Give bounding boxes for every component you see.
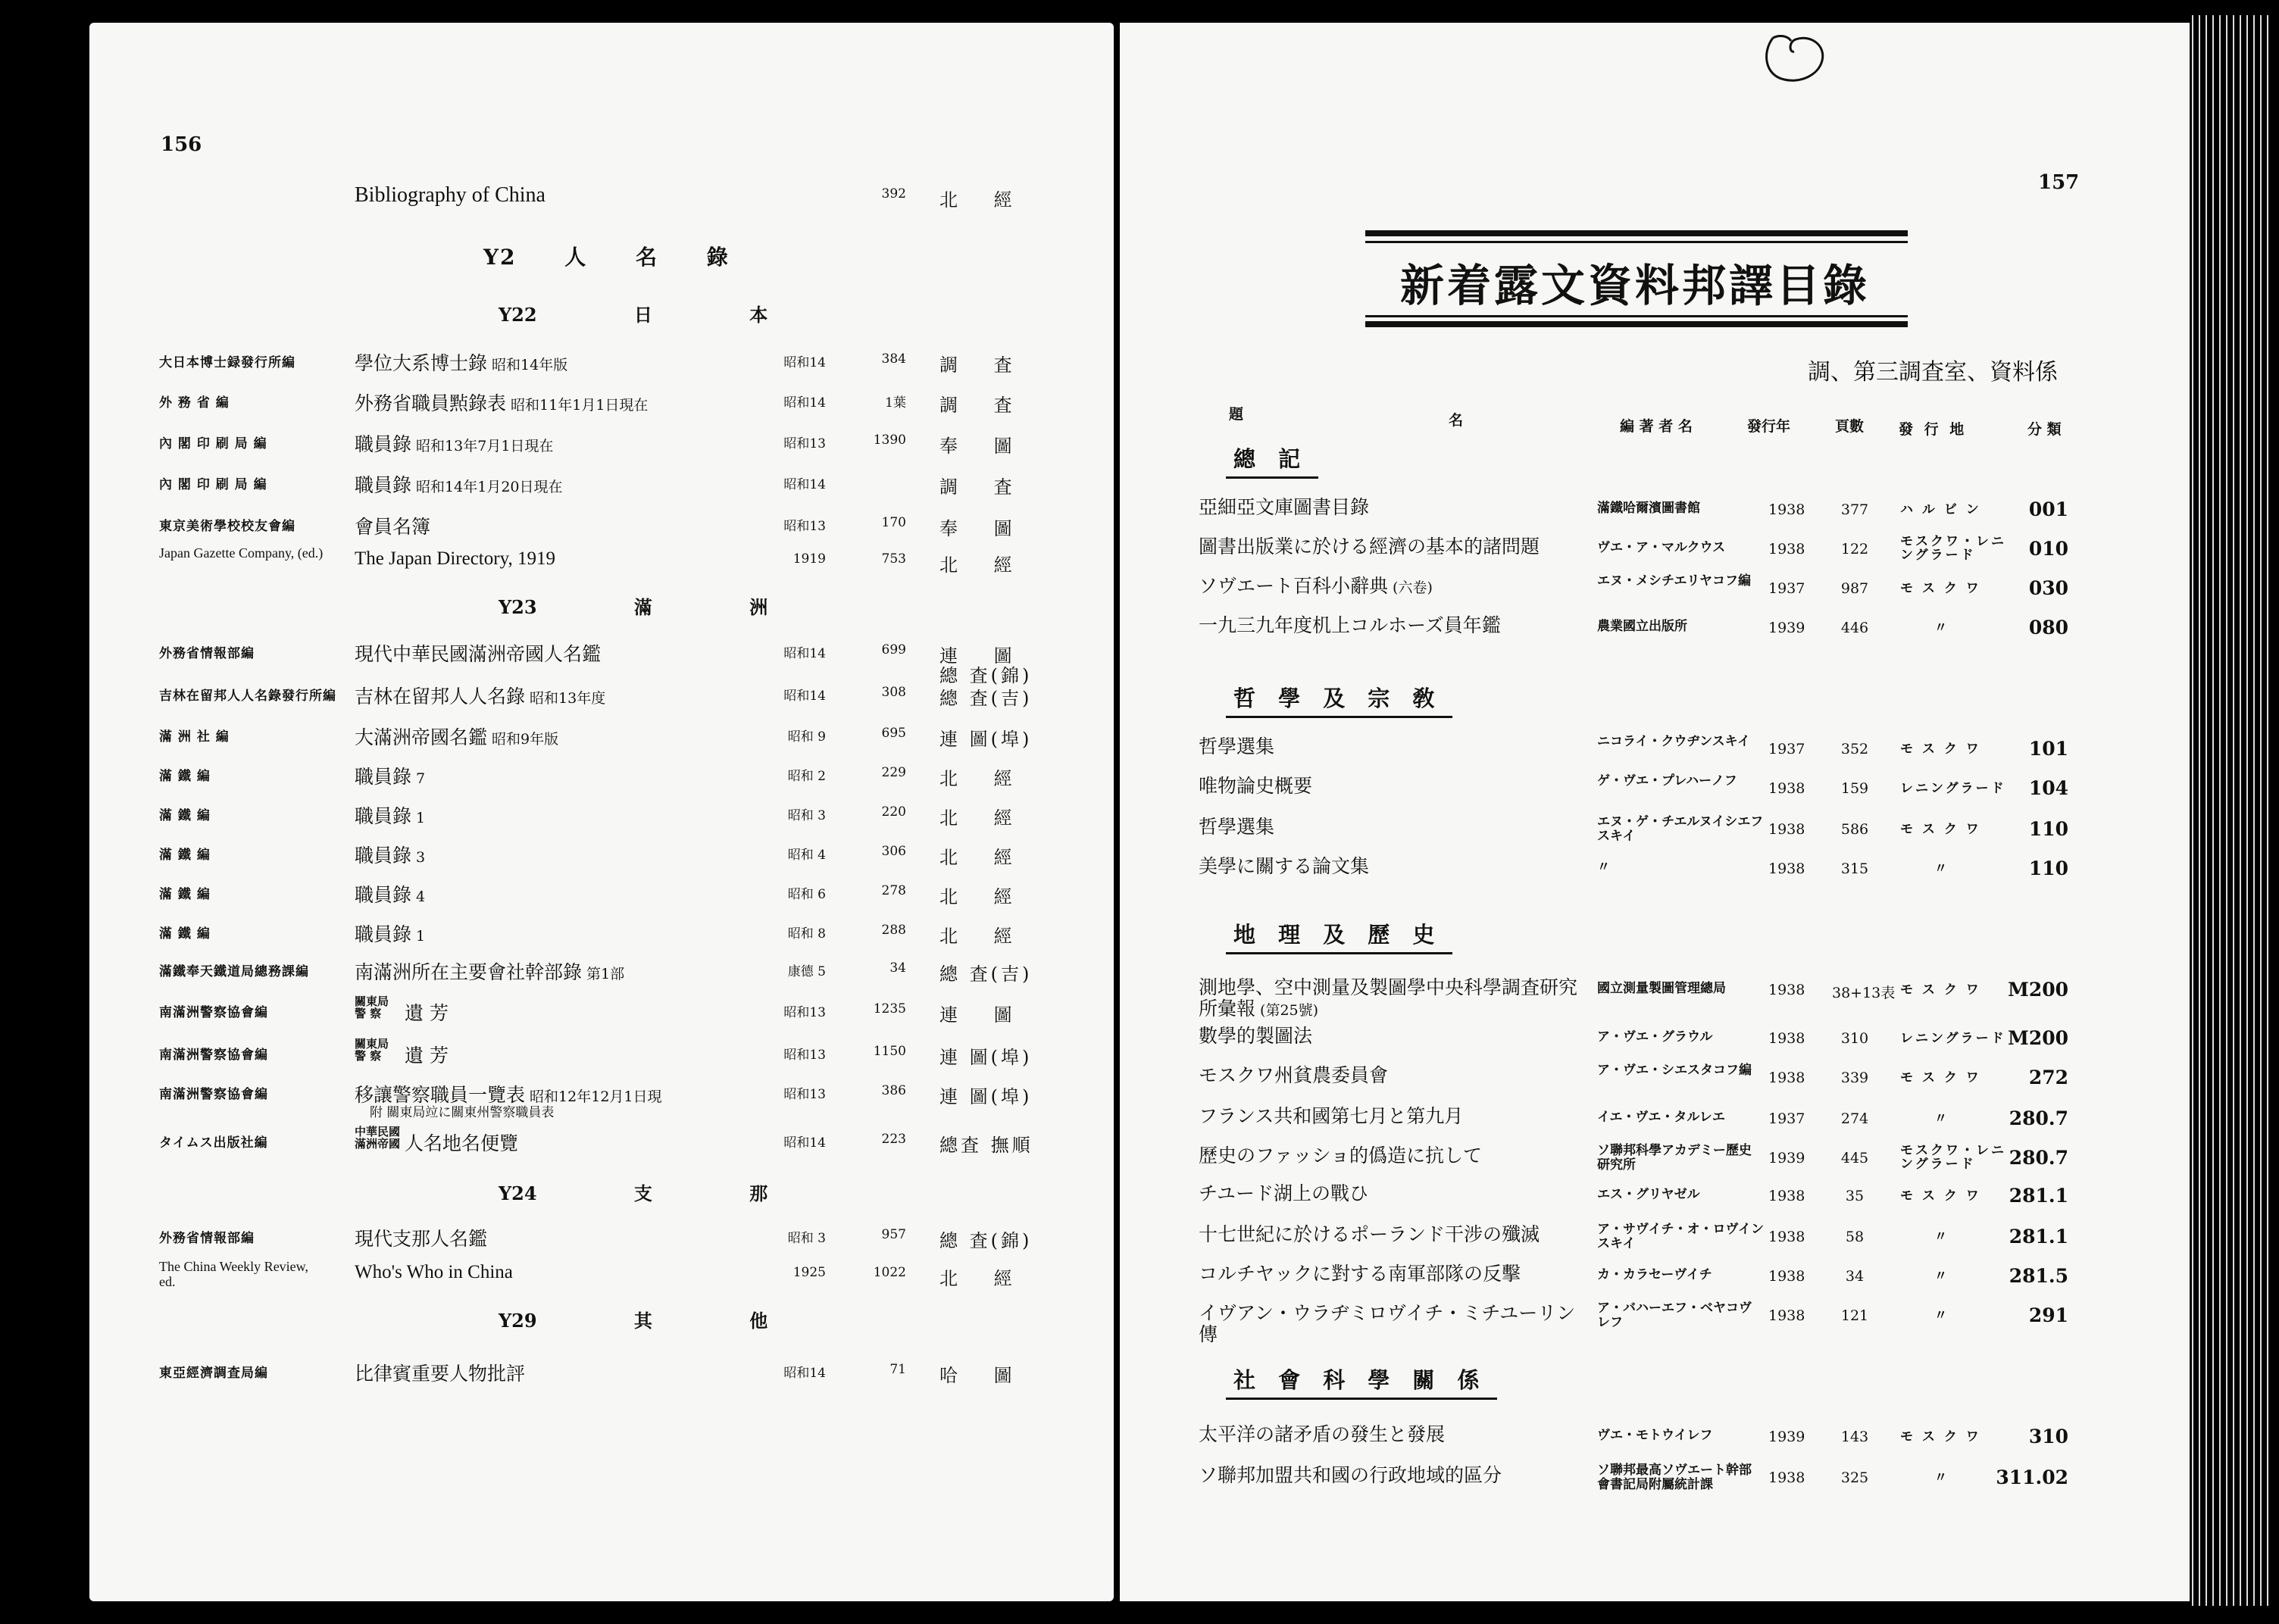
entry-place: 連 圖	[939, 645, 1027, 667]
entry-place-2: 總 査(錦)	[939, 665, 1033, 686]
entry-year: 1938	[1768, 1229, 1805, 1245]
header-pages: 頁數	[1835, 418, 1865, 435]
entry-title: 會員名簿	[355, 516, 431, 538]
entry-year: 1938	[1768, 541, 1805, 557]
entry-author: ア・バハーエフ・ベヤコヴレフ	[1597, 1301, 1752, 1330]
entry-source: 外 務 省 編	[159, 395, 230, 411]
entry-place: 奉 圖	[939, 518, 1027, 539]
top-entry-pages: 392	[881, 186, 906, 201]
entry-pages: 38+13表	[1832, 985, 1896, 1001]
entry-place: 連 圖	[939, 1004, 1027, 1026]
entry-title: 學位大系博士錄 昭和14年版	[355, 352, 568, 374]
entry-place: 〃	[1934, 620, 1949, 636]
right-page-number: 157	[2038, 171, 2080, 194]
entry-year: 昭和13	[783, 1087, 826, 1102]
entry-place: 北 經	[939, 926, 1027, 947]
entry-author: カ・カラセーヴイチ	[1597, 1267, 1712, 1282]
entry-place: 〃	[1934, 1269, 1949, 1284]
entry-year: 昭和14	[783, 646, 826, 661]
entry-place: 奉 圖	[939, 436, 1027, 457]
entry-place: 總 査(吉)	[939, 688, 1033, 709]
entry-pages: 122	[1840, 541, 1869, 557]
entry-note-2: 附 關東局竝に關東州警察職員表	[370, 1105, 555, 1120]
group-label: Y22 日 本	[499, 304, 768, 326]
entry-year: 昭和14	[783, 1135, 826, 1151]
entry-pages: 339	[1840, 1070, 1869, 1086]
entry-place: 總 査(吉)	[939, 963, 1033, 985]
entry-source: 吉林在留邦人人名錄發行所編	[159, 689, 336, 704]
entry-place: 連 圖(埠)	[939, 1047, 1033, 1068]
header-title-1: 題	[1229, 406, 1244, 423]
title-rule-bottom-thin	[1365, 315, 1908, 317]
entry-title: 現代支那人名鑑	[355, 1228, 488, 1250]
entry-author: ヴエ・ア・マルクウス	[1597, 540, 1726, 555]
category-heading: 總 記	[1226, 442, 1318, 479]
entry-source: 滿 鐵 編	[159, 848, 211, 863]
entry-place: 北 經	[939, 847, 1027, 868]
entry-pages: 306	[881, 844, 906, 859]
entry-place: 連 圖(埠)	[939, 1086, 1033, 1107]
entry-title-prefix: 關東局 警 察	[355, 995, 389, 1020]
entry-year: 康德 5	[787, 964, 826, 979]
entry-place: 總 査(錦)	[939, 1230, 1033, 1251]
entry-note: 昭和13年度	[525, 690, 606, 707]
entry-pages: 1150	[873, 1044, 906, 1059]
entry-pages: 229	[881, 765, 906, 780]
entry-place: 〃	[1934, 861, 1949, 876]
entry-title: 職員錄 1	[355, 923, 426, 945]
entry-pages: 121	[1840, 1307, 1869, 1324]
header-place: 發 行 地	[1899, 421, 1968, 438]
entry-year: 昭和13	[783, 436, 826, 451]
entry-pages: 446	[1840, 620, 1869, 636]
entry-note: 1	[411, 928, 426, 945]
entry-note: 昭和14年1月20日現在	[411, 479, 563, 495]
entry-source: 滿 鐵 編	[159, 808, 211, 823]
entry-class: 080	[2028, 617, 2068, 639]
entry-class: 291	[2028, 1304, 2068, 1326]
entry-place: モ ス ク ワ	[1900, 982, 1981, 998]
entry-pages: 315	[1840, 860, 1869, 877]
entry-place: モ ス ク ワ	[1900, 822, 1981, 837]
entry-title: 職員錄 3	[355, 845, 426, 867]
category-heading: 地 理 及 歷 史	[1226, 918, 1452, 954]
entry-year: 1938	[1768, 1307, 1805, 1324]
entry-place: モ ス ク ワ	[1900, 1070, 1981, 1085]
entry-pages: 35	[1845, 1188, 1865, 1204]
header-year: 發行年	[1747, 418, 1791, 435]
group-label: Y24 支 那	[499, 1182, 768, 1204]
entry-author: ゲ・ヴエ・プレハーノフ	[1597, 773, 1737, 789]
entry-title: ソ聯邦加盟共和國の行政地域的區分	[1199, 1464, 1502, 1486]
entry-note: (六卷)	[1388, 579, 1433, 596]
top-entry-title: Bibliography of China	[355, 183, 546, 207]
entry-pages: 288	[881, 923, 906, 938]
book-page-edges	[2190, 15, 2273, 1606]
entry-pages: 58	[1845, 1229, 1865, 1245]
entry-year: 1937	[1768, 580, 1805, 597]
entry-author: ソ聯邦科學アカデミー歷史研究所	[1597, 1143, 1752, 1173]
entry-place: 北 經	[939, 1268, 1027, 1289]
entry-year: 1939	[1768, 1429, 1805, 1445]
entry-title: 吉林在留邦人人名錄 昭和13年度	[355, 686, 606, 707]
subtitle: 調、第三調査室、資料係	[1808, 359, 2058, 386]
entry-title: The Japan Directory, 1919	[355, 548, 555, 569]
entry-source: 滿 鐵 編	[159, 887, 211, 902]
entry-author: エス・グリヤゼル	[1597, 1187, 1700, 1202]
entry-author: ア・ヴエ・シエスタコフ編	[1597, 1063, 1752, 1078]
entry-source: 滿 鐵 編	[159, 926, 211, 942]
entry-year: 1938	[1768, 982, 1805, 998]
entry-source: タイムス出版社編	[159, 1135, 268, 1151]
entry-pages: 1022	[873, 1265, 906, 1280]
entry-place: 〃	[1934, 1111, 1949, 1126]
entry-year: 昭和14	[783, 395, 826, 411]
entry-place: ハ ル ビ ン	[1900, 502, 1981, 517]
entry-pages: 310	[1840, 1030, 1869, 1047]
entry-pages: 445	[1840, 1150, 1869, 1166]
entry-pages: 34	[889, 960, 906, 976]
entry-title: 太平洋の諸矛盾の發生と發展	[1199, 1423, 1446, 1445]
entry-year: 昭和13	[783, 519, 826, 534]
entry-title: チユード湖上の戰ひ	[1199, 1182, 1369, 1204]
entry-place: レニングラード	[1900, 1031, 2006, 1046]
entry-place: 北 經	[939, 768, 1027, 789]
entry-title: 遺 芳	[405, 1002, 449, 1024]
entry-place: 〃	[1934, 1308, 1949, 1323]
entry-class: 010	[2028, 538, 2068, 560]
entry-class: 104	[2028, 777, 2068, 799]
entry-class: 310	[2028, 1426, 2068, 1448]
entry-year: 昭和 3	[787, 808, 826, 823]
entry-note: 4	[411, 889, 426, 905]
entry-place: 調 査	[939, 395, 1027, 416]
entry-year: 昭和 2	[787, 769, 826, 784]
entry-year: 1938	[1768, 1268, 1805, 1285]
entry-source: 滿 洲 社 編	[159, 729, 230, 745]
entry-title: ソヴエート百科小辭典 (六卷)	[1199, 575, 1433, 597]
entry-source: 大日本博士録發行所編	[159, 355, 295, 370]
entry-author: 〃	[1597, 860, 1610, 875]
entry-note: 昭和11年1月1日現在	[506, 397, 649, 414]
entry-year: 1938	[1768, 1469, 1805, 1486]
entry-title: 外務省職員㸃錄表 昭和11年1月1日現在	[355, 392, 649, 414]
entry-source: 東亞經濟調査局編	[159, 1366, 268, 1381]
entry-title: 遺 芳	[405, 1045, 449, 1067]
entry-year: 昭和13	[783, 1048, 826, 1063]
entry-note: 昭和13年7月1日現在	[411, 438, 554, 454]
entry-year: 昭和14	[783, 477, 826, 492]
entry-pages: 384	[881, 351, 906, 367]
entry-note: 昭和9年版	[487, 731, 559, 748]
entry-year: 1938	[1768, 1188, 1805, 1204]
entry-place: レニングラード	[1900, 781, 2006, 796]
entry-place: モ ス ク ワ	[1900, 581, 1981, 596]
group-label: Y29 其 他	[499, 1310, 768, 1332]
entry-title-prefix: 關東局 警 察	[355, 1037, 389, 1063]
left-page-number: 156	[161, 133, 202, 156]
entry-author: エヌ・ゲ・チエルヌイシエフスキイ	[1597, 814, 1764, 844]
entry-year: 1937	[1768, 1110, 1805, 1127]
entry-year: 1919	[792, 551, 826, 567]
entry-author: ア・サヴイチ・オ・ロヴインスキイ	[1597, 1222, 1764, 1251]
entry-year: 1938	[1768, 821, 1805, 838]
entry-place: 總査 撫順	[939, 1135, 1033, 1156]
handwritten-mark	[1758, 30, 1834, 88]
entry-source: 滿 鐵 編	[159, 769, 211, 784]
entry-class: 030	[2028, 577, 2068, 599]
entry-year: 1938	[1768, 780, 1805, 797]
entry-year: 昭和 9	[787, 729, 826, 745]
entry-note: 1	[411, 810, 426, 826]
entry-title: 數學的製圖法	[1199, 1025, 1313, 1047]
entry-place: 北 經	[939, 554, 1027, 576]
entry-pages: 957	[881, 1227, 906, 1242]
entry-pages: 699	[881, 642, 906, 657]
entry-pages: 223	[881, 1132, 906, 1147]
entry-year: 1939	[1768, 620, 1805, 636]
entry-year: 1938	[1768, 501, 1805, 518]
entry-pages: 753	[881, 551, 906, 567]
entry-title: 圖書出版業に於ける經濟の基本的諸問題	[1199, 536, 1540, 557]
entry-place: 北 經	[939, 886, 1027, 907]
entry-source: 外務省情報部編	[159, 646, 255, 661]
entry-author: 農業國立出版所	[1597, 619, 1687, 634]
entry-place: 調 査	[939, 476, 1027, 498]
entry-title: 南滿洲所在主要會社幹部錄 第1部	[355, 961, 625, 983]
entry-year: 昭和13	[783, 1005, 826, 1020]
entry-title: 移讓警察職員一覽表 昭和12年12月1日現	[355, 1084, 662, 1106]
entry-title: 職員錄 1	[355, 805, 426, 827]
entry-pages: 143	[1840, 1429, 1869, 1445]
entry-place: 調 査	[939, 354, 1027, 376]
entry-pages: 274	[1840, 1110, 1869, 1127]
entry-year: 昭和 3	[787, 1231, 826, 1246]
title-rule-top	[1365, 230, 1908, 236]
entry-class: 280.7	[2009, 1107, 2068, 1129]
entry-source: Japan Gazette Company, (ed.)	[159, 545, 324, 561]
section-title: Y2 人 名 錄	[483, 245, 730, 270]
entry-title: 一九三九年度机上コルホーズ員年鑑	[1199, 614, 1501, 636]
entry-class: M200	[2008, 979, 2068, 1001]
entry-title: 歷史のファッショ的僞造に抗して	[1199, 1145, 1483, 1166]
entry-class: M200	[2008, 1027, 2068, 1049]
entry-title: 職員錄 7	[355, 766, 426, 788]
entry-title: 美學に關する論文集	[1199, 855, 1370, 877]
category-heading: 哲 學 及 宗 敎	[1226, 682, 1452, 718]
entry-note: 7	[411, 770, 426, 787]
entry-title-prefix: 中華民國 滿洲帝國	[355, 1125, 401, 1151]
entry-source: 內 閣 印 刷 局 編	[159, 477, 267, 492]
entry-pages: 386	[881, 1083, 906, 1098]
entry-author: ソ聯邦最高ソヴエート幹部會書記局附屬統計課	[1597, 1463, 1752, 1492]
entry-place: モスクワ・レニングラード	[1900, 1143, 2006, 1172]
entry-title: 職員錄 昭和14年1月20日現在	[355, 474, 563, 496]
entry-class: 001	[2028, 498, 2068, 520]
entry-title: 哲學選集	[1199, 816, 1275, 838]
entry-title: モスクワ州貧農委員會	[1199, 1064, 1389, 1086]
category-heading: 社 會 科 學 關 係	[1226, 1363, 1497, 1400]
entry-title: 比律賓重要人物批評	[355, 1363, 526, 1385]
entry-year: 昭和14	[783, 355, 826, 370]
entry-pages: 377	[1840, 501, 1869, 518]
entry-title: 職員錄 4	[355, 884, 426, 906]
entry-title: フランス共和國第七月と第九月	[1199, 1105, 1464, 1127]
entry-place: 哈 圖	[939, 1365, 1027, 1386]
header-title-2: 名	[1449, 412, 1464, 429]
entry-note: (第25號)	[1255, 1002, 1319, 1019]
entry-place: モ ス ク ワ	[1900, 1188, 1981, 1204]
entry-year: 昭和14	[783, 689, 826, 704]
entry-class: 281.5	[2009, 1265, 2068, 1287]
main-title: 新着露文資料邦譯目錄	[1400, 260, 1871, 311]
entry-year: 1938	[1768, 1030, 1805, 1047]
entry-note: 昭和12年12月1日現	[525, 1088, 662, 1105]
entry-title: コルチヤックに對する南軍部隊の反擊	[1199, 1263, 1521, 1285]
entry-place: 連 圖(埠)	[939, 729, 1033, 750]
entry-author: イエ・ヴエ・タルレエ	[1597, 1110, 1725, 1125]
entry-source: 南滿洲警察協會編	[159, 1087, 268, 1102]
entry-place: 〃	[1934, 1470, 1949, 1485]
entry-author: ニコライ・クウヂンスキイ	[1597, 734, 1750, 749]
entry-source: 滿鐵奉天鐵道局總務課編	[159, 964, 309, 979]
entry-title: 現代中華民國滿洲帝國人名鑑	[355, 643, 602, 665]
entry-year: 昭和 4	[787, 848, 826, 863]
entry-class: 280.7	[2009, 1147, 2068, 1169]
entry-pages: 159	[1840, 780, 1869, 797]
entry-title: 人名地名便覽	[405, 1132, 519, 1154]
entry-year: 昭和 6	[787, 887, 826, 902]
top-entry-place: 北 經	[939, 189, 1027, 211]
entry-pages: 71	[889, 1362, 906, 1377]
entry-place: モ ス ク ワ	[1900, 1429, 1981, 1444]
entry-author: 滿鐵哈爾濱圖書館	[1597, 501, 1700, 516]
entry-class: 101	[2028, 738, 2068, 760]
entry-pages: 1390	[873, 433, 906, 448]
entry-place: モ ス ク ワ	[1900, 742, 1981, 757]
entry-pages: 352	[1840, 741, 1869, 757]
entry-pages: 1235	[873, 1001, 906, 1017]
group-label: Y23 滿 洲	[499, 596, 768, 618]
entry-class: 281.1	[2009, 1226, 2068, 1248]
entry-title: イヴアン・ウラヂミロヴイチ・ミチユーリン傳	[1199, 1302, 1576, 1345]
entry-note: 昭和14年版	[487, 357, 568, 373]
entry-title: 大滿洲帝國名鑑 昭和9年版	[355, 726, 559, 748]
entry-pages: 220	[881, 804, 906, 820]
entry-year: 昭和14	[783, 1366, 826, 1381]
header-class: 分 類	[2027, 421, 2062, 438]
entry-source: The China Weekly Review, ed.	[159, 1259, 308, 1289]
entry-title: Who's Who in China	[355, 1262, 513, 1282]
entry-author: エヌ・メシチエリヤコフ編	[1597, 573, 1751, 589]
entry-source: 內 閣 印 刷 局 編	[159, 436, 267, 451]
entry-class: 110	[2028, 818, 2068, 840]
entry-year: 1938	[1768, 860, 1805, 877]
entry-source: 南滿洲警察協會編	[159, 1005, 268, 1020]
entry-title: 測地學、空中測量及製圖學中央科學調査研究所彙報 (第25號)	[1199, 976, 1578, 1020]
entry-title: 十七世紀に於けるポーランド干涉の殲滅	[1199, 1223, 1540, 1245]
entry-class: 281.1	[2009, 1185, 2068, 1207]
entry-title: 唯物論史概要	[1199, 775, 1313, 797]
entry-year: 1937	[1768, 741, 1805, 757]
entry-class: 311.02	[1996, 1466, 2068, 1488]
entry-note: 3	[411, 849, 426, 866]
entry-place: 〃	[1934, 1229, 1949, 1245]
entry-pages: 170	[881, 515, 906, 530]
entry-class: 272	[2028, 1067, 2068, 1088]
entry-pages: 695	[881, 726, 906, 741]
entry-pages: 308	[881, 685, 906, 700]
entry-note: 第1部	[582, 966, 625, 982]
entry-class: 110	[2028, 857, 2068, 879]
entry-pages: 1葉	[885, 395, 906, 411]
entry-place: 北 經	[939, 807, 1027, 829]
entry-year: 1925	[792, 1265, 826, 1280]
entry-title: 職員錄 昭和13年7月1日現在	[355, 433, 554, 455]
entry-year: 1938	[1768, 1070, 1805, 1086]
entry-author: 國立測量製圖管理總局	[1597, 981, 1726, 996]
entry-author: ア・ヴエ・グラウル	[1597, 1029, 1713, 1045]
entry-pages: 278	[881, 883, 906, 898]
entry-pages: 987	[1840, 580, 1869, 597]
entry-place: モスクワ・レニングラード	[1900, 534, 2006, 563]
title-rule-top-thin	[1365, 241, 1908, 243]
entry-pages: 34	[1845, 1268, 1865, 1285]
entry-title: 亞細亞文庫圖書目錄	[1199, 496, 1370, 518]
entry-pages: 325	[1840, 1469, 1869, 1486]
title-rule-bottom	[1365, 321, 1908, 327]
entry-year: 昭和 8	[787, 926, 826, 942]
entry-title: 哲學選集	[1199, 735, 1275, 757]
entry-source: 南滿洲警察協會編	[159, 1048, 268, 1063]
entry-pages: 586	[1840, 821, 1869, 838]
header-author: 編 著 者 名	[1620, 418, 1693, 435]
entry-source: 東京美術學校校友會編	[159, 519, 295, 534]
entry-source: 外務省情報部編	[159, 1231, 255, 1246]
entry-year: 1939	[1768, 1150, 1805, 1166]
entry-author: ヴエ・モトウイレフ	[1597, 1428, 1713, 1443]
